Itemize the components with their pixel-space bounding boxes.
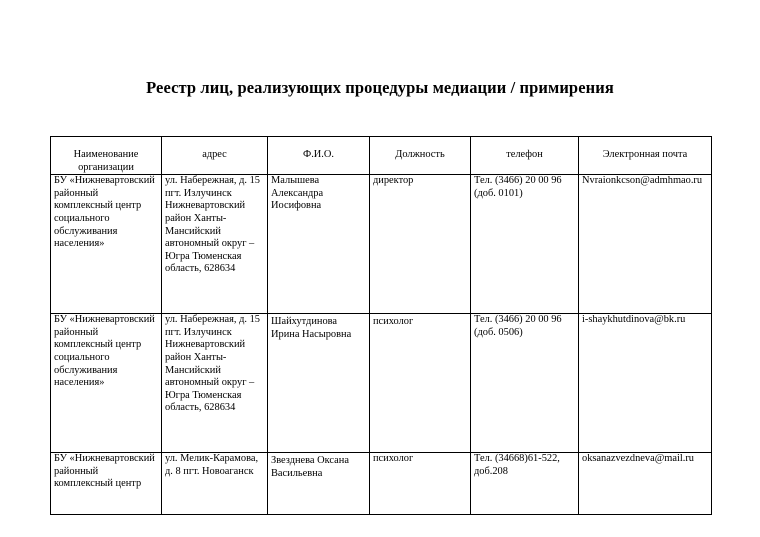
cell-email: oksanazvezdneva@mail.ru (579, 453, 712, 515)
header-phone: телефон (471, 137, 579, 175)
table-row (51, 314, 712, 453)
cell-position: психолог (370, 314, 471, 453)
cell-phone: Тел. (3466) 20 00 96 (доб. 0506) (471, 314, 579, 453)
cell-organization: БУ «Нижневартовский районный комплексный центр социального обслуживания населения» (51, 175, 162, 314)
cell-organization: БУ «Нижневартовский районный комплексный центр (51, 453, 162, 515)
cell-fio: Малышева Александра Иосифовна (268, 175, 370, 314)
cell-email: i-shaykhutdinova@bk.ru (579, 314, 712, 453)
header-address: адрес (162, 137, 268, 175)
cell-position: психолог (370, 453, 471, 515)
cell-email: Nvraionkcson@admhmao.ru (579, 175, 712, 314)
cell-fio: Звезднева Оксана Васильевна (268, 453, 370, 515)
cell-address: ул. Набережная, д. 15 пгт. Излучинск Нижневартовский район Ханты-Мансийский автономный округ – Югра Тюменская область, 628634 (162, 314, 268, 453)
cell-position: директор (370, 175, 471, 314)
table-header-row (51, 137, 712, 175)
table-row (51, 453, 712, 515)
cell-address: ул. Мелик-Карамова, д. 8 пгт. Новоаганск (162, 453, 268, 515)
document-title: Реестр лиц, реализующих процедуры медиации / примирения (146, 78, 614, 97)
cell-phone: Тел. (34668)61-522, доб.208 (471, 453, 579, 515)
header-position: Должность (370, 137, 471, 175)
header-fio: Ф.И.О. (268, 137, 370, 175)
cell-fio: Шайхутдинова Ирина Насыровна (268, 314, 370, 453)
cell-address: ул. Набережная, д. 15 пгт. Излучинск Нижневартовский район Ханты-Мансийский автономный округ – Югра Тюменская область, 628634 (162, 175, 268, 314)
header-email: Электронная почта (579, 137, 712, 175)
mediators-registry-table (50, 136, 712, 515)
cell-phone: Тел. (3466) 20 00 96 (доб. 0101) (471, 175, 579, 314)
table-row (51, 175, 712, 314)
header-organization: Наименование организации (51, 137, 162, 175)
cell-organization: БУ «Нижневартовский районный комплексный центр социального обслуживания населения» (51, 314, 162, 453)
